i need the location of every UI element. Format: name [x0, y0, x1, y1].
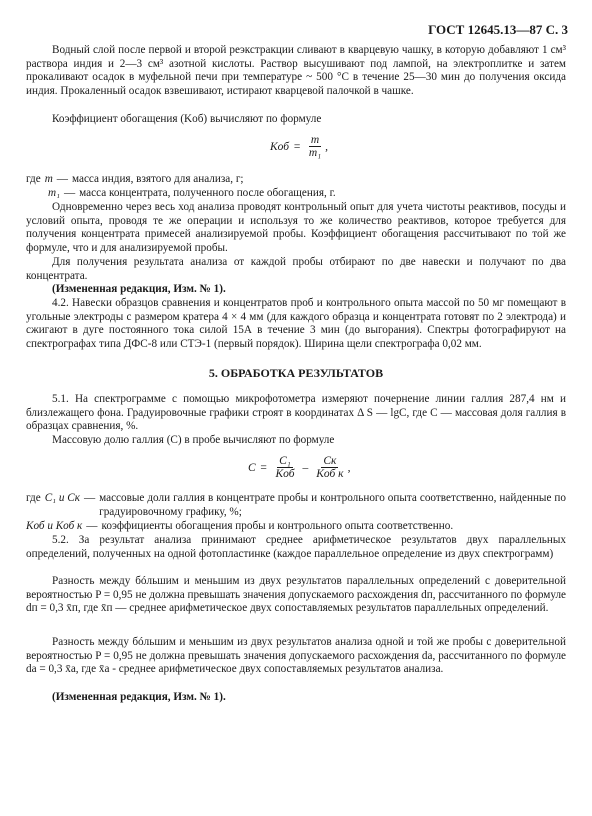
formula-equals: =: [259, 461, 268, 474]
definition-symbol: m₁: [48, 187, 60, 199]
paragraph-control-experiment: Одновременно через весь ход анализа проводят контрольный опыт для учета чистоты реактивов, посуды и условий опыта, проводя те же операции и используя то же количество реактивов, которое требуется для получения концентрата примесей анализируемой пробы. Коэффициент обогащения рассчитывают по той же формуле, что и для анализируемой пробы.: [26, 201, 566, 254]
formula-numerator: m: [310, 134, 320, 146]
definition-prefix: где: [26, 492, 41, 504]
page-header: ГОСТ 12645.13—87 С. 3: [428, 22, 568, 37]
formula-fraction-1: [273, 455, 296, 480]
paragraph-enrichment-coefficient: Коэффициент обогащения (Kоб) вычисляют по формуле: [52, 113, 322, 125]
paragraph-two-samples: Для получения результата анализа от каждой пробы отбирают по две навески и получают по два концентрата.: [26, 256, 566, 282]
definition-symbol: Kоб и Kоб к: [26, 520, 83, 532]
formula-denominator: m₁: [308, 147, 322, 159]
formula-lhs: Kоб: [270, 140, 290, 153]
definition-text: массовые доли галлия в концентрате пробы и контрольного опыта соответственно, найденные по градуировочному графику, %;: [99, 492, 566, 518]
formula-equals: =: [293, 140, 301, 153]
paragraph-4-2: 4.2. Навески образцов сравнения и концентратов проб и контрольного опыта массой по 50 мг помещают в угольные электроды с размером кратера 4 × 4 мм (для каждого образца и концентрата готовят по 2 электрода) и сжигают в дуге постоянного тока силой 15А в течение 3 мин (до выгорания). Спектры фотографируют на спектрографах типа ДФС-8 или СТЭ-1 (первый порядок). Ширина щели спектрографа 0,02 мм.: [26, 297, 566, 350]
formula-mass-fraction: [248, 455, 350, 480]
paragraph-reextraction: Водный слой после первой и второй реэкстракции сливают в кварцевую чашку, в которую добавляют 1 см³ раствора индия и 2—3 см³ азотной кислоты. Раствор высушивают под лампой, на электроплитке и затем прокаливают осадок в муфельной печи при температуре ~ 500 °С в течение 25—30 мин до получения оксида индия. Прокаленный осадок взвешивают, истирают кварцевой палочкой в чашке.: [26, 44, 566, 97]
definition-m1: [48, 187, 566, 201]
formula-enrichment: [270, 134, 328, 159]
definition-dash: —: [56, 173, 68, 185]
formula-numerator-1: C₁: [279, 455, 291, 467]
definition-m: [26, 173, 566, 187]
definition-c1-ck: [26, 492, 566, 519]
formula-fraction-2: [314, 455, 345, 480]
definition-symbol: m: [44, 173, 53, 185]
definition-text: коэффициенты обогащения пробы и контрольного опыта соответственно.: [101, 520, 454, 532]
formula-numerator-2: Cк: [323, 455, 337, 467]
definition-kob: [26, 520, 566, 534]
formula-tail: ,: [347, 461, 351, 474]
revision-note-1: (Измененная редакция, Изм. № 1).: [52, 283, 226, 295]
revision-note-2: (Измененная редакция, Изм. № 1).: [52, 691, 226, 703]
formula-fraction: [307, 134, 323, 159]
formula-lhs: C: [248, 461, 256, 474]
paragraph-mass-fraction: Массовую долю галлия (C) в пробе вычисляют по формуле: [52, 434, 335, 446]
paragraph-analysis-difference: Разность между бóльшим и меньшим из двух результатов анализа одной и той же пробы с доверительной вероятностью P = 0,95 не должна превышать значения допускаемого расхождения dа, рассчитанного по формуле dа = 0,3 x̄а, где x̄а - среднее арифметическое двух сопоставляемых результатов анализа.: [26, 636, 566, 676]
formula-minus: –: [302, 461, 309, 474]
paragraph-parallel-difference: Разность между бóльшим и меньшим из двух результатов параллельных определений с доверительной вероятностью P = 0,95 не должна превышать значения допускаемого расхождения dп, рассчитанного по формуле dп = 0,3 x̄п, где x̄п — среднее арифметическое двух сопоставляемых результатов параллельных определений.: [26, 575, 566, 615]
formula-denominator-1: Kоб: [275, 468, 295, 480]
definition-prefix: где: [26, 173, 41, 185]
paragraph-5-2: 5.2. За результат анализа принимают среднее арифметическое результатов двух параллельных определений, полученных на одной фотопластинке (каждое параллельное определение из двух спектрограмм): [26, 534, 566, 560]
formula-tail: ,: [325, 140, 329, 153]
definition-dash: —: [86, 520, 98, 532]
definition-dash: —: [63, 187, 76, 199]
definition-text: масса индия, взятого для анализа, г;: [71, 173, 244, 185]
definition-text: масса концентрата, полученного после обогащения, г.: [79, 187, 336, 199]
section-5-heading: 5. ОБРАБОТКА РЕЗУЛЬТАТОВ: [208, 366, 384, 380]
paragraph-5-1: 5.1. На спектрограмме с помощью микрофотометра измеряют почернение линии галлия 287,4 нм и близлежащего фона. Градуировочные графики строят в координатах Δ S — lgC, где C — массовая доля галлия в образцах сравнения, %.: [26, 393, 566, 433]
formula-denominator-2: Kоб к: [316, 468, 344, 480]
definition-symbol: C₁ и Cк: [44, 492, 80, 504]
definition-dash: —: [83, 492, 96, 504]
